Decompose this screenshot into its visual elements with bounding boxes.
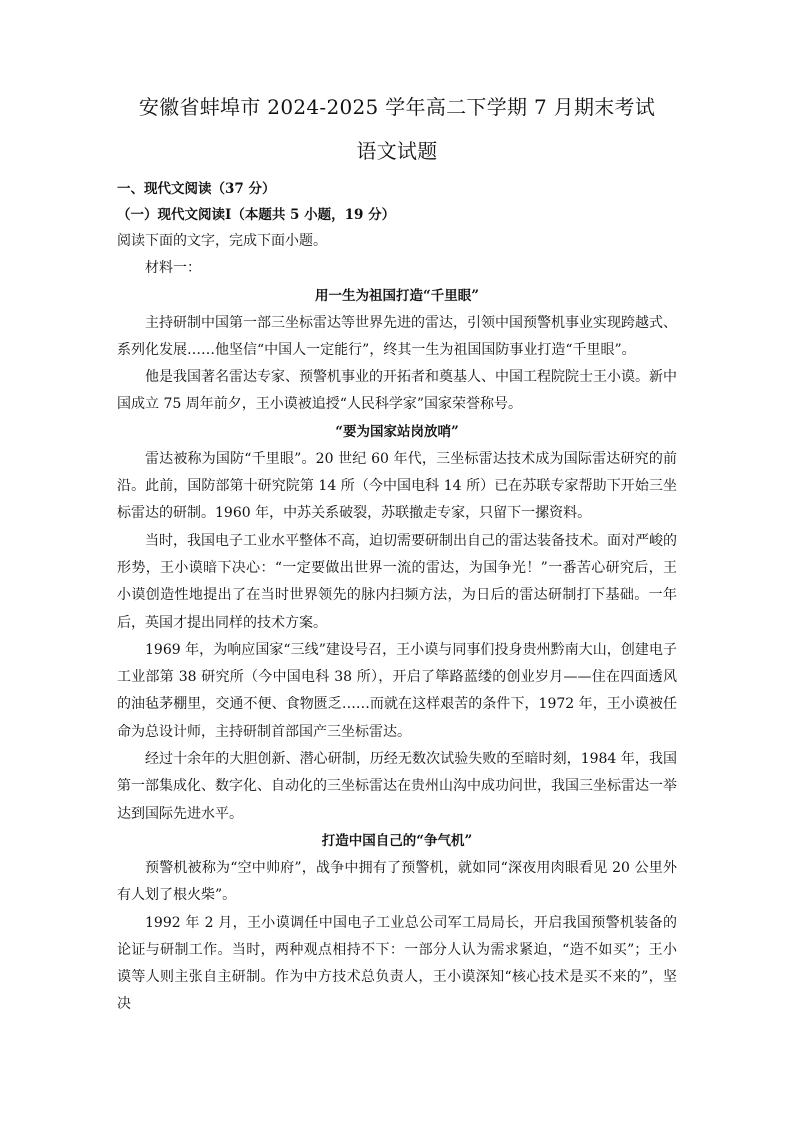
- article-paragraph: 经过十余年的大胆创新、潜心研制，历经无数次试验失败的至暗时刻，1984 年，我国第一部集成化、数字化、自动化的三坐标雷达在贵州山沟中成功问世，我国三坐标雷达一举达到国际先进水平。: [117, 751, 677, 822]
- part1-heading: 一、现代文阅读（37 分）: [117, 181, 276, 197]
- exam-subtitle: 语文试题: [356, 139, 438, 163]
- part1-sub-heading: （一）现代文阅读Ⅰ（本题共 5 小题，19 分）: [117, 207, 396, 223]
- article-title: 用一生为祖国打造“千里眼”: [314, 287, 480, 304]
- article-paragraph: 主持研制中国第一部三坐标雷达等世界先进的雷达，引领中国预警机事业实现跨越式、系列化发展……他坚信“中国人一定能行”，终其一生为祖国国防事业打造“千里眼”。: [117, 314, 677, 358]
- article-subheading: “要为国家站岗放哨”: [335, 423, 459, 440]
- article-subheading: 打造中国自己的“争气机”: [321, 832, 473, 849]
- instruction-text: 阅读下面的文字，完成下面小题。: [117, 233, 327, 249]
- material-label: 材料一：: [145, 260, 201, 277]
- article-paragraph: 预警机被称为“空中帅府”，战争中拥有了预警机，就如同“深夜用肉眼看见 20 公里外有人划了根火柴”。: [117, 859, 677, 904]
- article-paragraph: 当时，我国电子工业水平整体不高，迫切需要研制出自己的雷达装备技术。面对严峻的形势，王小谟暗下决心：“一定要做出世界一流的雷达，为国争光！”一番苦心研究后，王小谟创造性地提出了在当时世界领先的脉内扫频方法，为日后的雷达研制打下基础。一年后，英国才提出同样的技术方案。: [117, 532, 677, 631]
- article-paragraph: 他是我国著名雷达专家、预警机事业的开拓者和奠基人、中国工程院院士王小谟。新中国成立 75 周年前夕，王小谟被追授“人民科学家”国家荣誉称号。: [117, 369, 677, 413]
- article-paragraph: 雷达被称为国防“千里眼”。20 世纪 60 年代，三坐标雷达技术成为国际雷达研究的前沿。此前，国防部第十研究院第 14 所（今中国电科 14 所）已在苏联专家帮助下开始三坐标雷达的研制。1960 年，中苏关系破裂，苏联撤走专家，只留下一摞资料。: [117, 450, 677, 522]
- document-page: [117, 92, 677, 1019]
- exam-title: 安徽省蚌埠市 2024-2025 学年高二下学期 7 月期末考试: [138, 95, 656, 119]
- article-paragraph: 1969 年，为响应国家“三线”建设号召，王小谟与同事们投身贵州黔南大山，创建电子工业部第 38 研究所（今中国电科 38 所），开启了筚路蓝缕的创业岁月——住在四面透风的油毡茅棚里，交通不便、食物匮乏……而就在这样艰苦的条件下，1972 年，王小谟被任命为总设计师，主持研制首部国产三坐标雷达。: [117, 641, 677, 740]
- article-paragraph: 1992 年 2 月，王小谟调任中国电子工业总公司军工局局长，开启我国预警机装备的论证与研制工作。当时，两种观点相持不下：一部分人认为需求紧迫，“造不如买”；王小谟等人则主张自主研制。作为中方技术总负责人，王小谟深知“核心技术是买不来的”，坚决: [117, 914, 677, 1013]
